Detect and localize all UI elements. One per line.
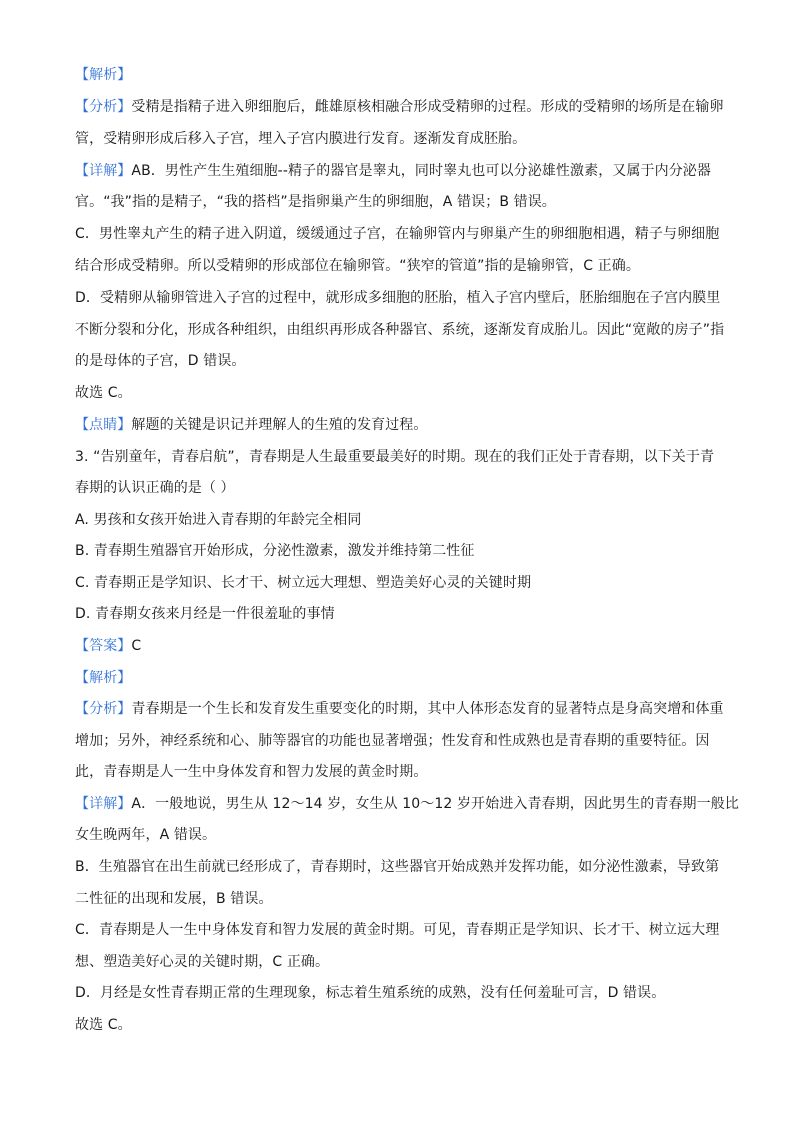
q2-xiangjie-line: C．男性睾丸产生的精子进入阴道，缓缓通过子宫，在输卵管内与卵巢产生的卵细胞相遇，精子与卵细胞 xyxy=(75,226,720,242)
jiexi-tag: 【解析】 xyxy=(75,670,132,686)
q3-xiangjie-line: 想、塑造美好心灵的关键时期，C 正确。 xyxy=(75,954,330,970)
q3-answer-line xyxy=(75,636,725,656)
xiangjie-tag: 【详解】 xyxy=(75,796,132,812)
jiexi-tag: 【解析】 xyxy=(75,67,132,83)
q3-stem-line: 春期的认识正确的是（ ） xyxy=(75,480,235,496)
q3-choice: 故选 C。 xyxy=(75,1017,132,1033)
q3-xiangjie-line xyxy=(75,794,739,814)
q3-fenxi-line: 增加；另外，神经系统和心、肺等器官的功能也显著增强；性发育和性成熟也是青春期的重要特征。因 xyxy=(75,733,710,749)
q3-fenxi-line xyxy=(75,699,725,719)
q2-xiangjie-line: 结合形成受精卵。所以受精卵的形成部位在输卵管。“狭窄的管道”指的是输卵管，C 正确。 xyxy=(75,258,640,274)
q3-answer: C xyxy=(131,638,142,654)
q3-option-b: B. 青春期生殖器官开始形成，分泌性激素，激发并维持第二性征 xyxy=(75,543,475,559)
q3-xiangjie-line: C．青春期是人一生中身体发育和智力发展的黄金时期。可见，青春期正是学知识、长才干、树立远大理 xyxy=(75,922,720,938)
q3-xiangjie-line: B．生殖器官在出生前就已经形成了，青春期时，这些器官开始成熟并发挥功能，如分泌性激素，导致第 xyxy=(75,859,720,875)
daan-tag: 【答案】 xyxy=(75,638,132,654)
q3-stem-line: 3. “告别童年，青春启航”，青春期是人生最重要最美好的时期。现在的我们正处于青春期，以下关于青 xyxy=(75,449,715,465)
fenxi-tag: 【分析】 xyxy=(75,99,132,115)
q3-xiangjie-text: A．一般地说，男生从 12～14 岁，女生从 10～12 岁开始进入青春期，因此男生的青春期一般比 xyxy=(131,796,739,812)
q3-xiangjie-line: 二性征的出现和发展，B 错误。 xyxy=(75,891,273,907)
q3-fenxi-line: 此，青春期是人一生中身体发育和智力发展的黄金时期。 xyxy=(75,764,428,780)
q2-dianjing-text: 解题的关键是识记并理解人的生殖的发育过程。 xyxy=(131,417,428,433)
q2-fenxi-line: 管，受精卵形成后移入子宫，埋入子宫内膜进行发育。逐渐发育成胚胎。 xyxy=(75,131,527,147)
q2-xiangjie-line: 不断分裂和分化，形成各种组织，由组织再形成各种器官、系统，逐渐发育成胎儿。因此“宽敞的房子”指 xyxy=(75,322,725,338)
q3-option-d: D. 青春期女孩来月经是一件很羞耻的事情 xyxy=(75,606,335,622)
q3-jiexi-heading xyxy=(75,668,725,688)
q3-xiangjie-line: D．月经是女性青春期正常的生理现象，标志着生殖系统的成熟，没有任何羞耻可言，D 错误。 xyxy=(75,985,666,1001)
q2-xiangjie-line: 的是母体的子宫，D 错误。 xyxy=(75,353,246,369)
q3-xiangjie-line: 女生晚两年，A 错误。 xyxy=(75,827,217,843)
q2-choice: 故选 C。 xyxy=(75,385,132,401)
q2-xiangjie-line: 官。“我”指的是精子，“我的搭档”是指卵巢产生的卵细胞，A 错误；B 错误。 xyxy=(75,194,556,210)
q2-xiangjie-line: D．受精卵从输卵管进入子宫的过程中，就形成多细胞的胚胎，植入子宫内壁后，胚胎细胞在子宫内膜里 xyxy=(75,290,721,306)
jiexi-heading xyxy=(75,65,725,85)
q3-fenxi-text: 青春期是一个生长和发育发生重要变化的时期，其中人体形态发育的显著特点是身高突增和体重 xyxy=(131,701,724,717)
q3-option-a: A. 男孩和女孩开始进入青春期的年龄完全相同 xyxy=(75,512,362,528)
q3-option-c: C. 青春期正是学知识、长才干、树立远大理想、塑造美好心灵的关键时期 xyxy=(75,575,532,591)
q2-fenxi-line xyxy=(75,97,725,117)
q2-xiangjie-line xyxy=(75,161,725,181)
q2-xiangjie-text: AB．男性产生生殖细胞--精子的器官是睾丸，同时睾丸也可以分泌雄性激素，又属于内分泌器 xyxy=(131,163,711,179)
xiangjie-tag: 【详解】 xyxy=(75,163,132,179)
dianjing-tag: 【点睛】 xyxy=(75,417,132,433)
q2-dianjing-line xyxy=(75,415,725,435)
q2-fenxi-text: 受精是指精子进入卵细胞后，雌雄原核相融合形成受精卵的过程。形成的受精卵的场所是在输卵 xyxy=(131,99,724,115)
fenxi-tag: 【分析】 xyxy=(75,701,132,717)
